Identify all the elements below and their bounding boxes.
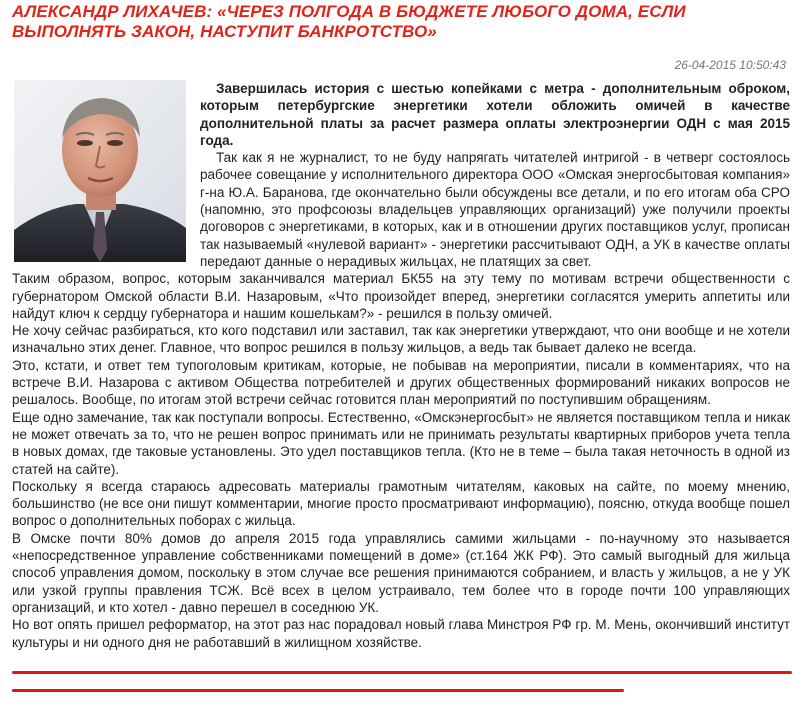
article-body [12, 80, 790, 651]
article-paragraph: Еще одно замечание, так как поступали вопросы. Естественно, «Омскэнергосбыт» не является поставщиком тепла и никак не может отвечать за то, что не решен вопрос принимать или не принимать результаты квартирных приборов учета тепла в новых домах, где таковые установлены. Это удел поставщиков тепла. (Кто не в теме – была такая неточность в одной из статей на сайте). [12, 409, 790, 477]
red-underline-mark [12, 671, 792, 674]
publication-date: 26-04-2015 10:50:43 [674, 58, 786, 72]
article-paragraph: Поскольку я всегда стараюсь адресовать материалы грамотным читателям, каковых на сайте, по моему мнению, большинство (не все они пишут комментарии, многие просто просматривают информацию), поясню, откуда вообще пошел вопрос о дополнительных поборах с жильца. [12, 478, 790, 529]
article-paragraph: Так как я не журналист, то не буду напрягать читателей интригой - в четверг состоялось рабочее совещание у исполнительного директора ООО «Омская энергосбытовая компания» г-на Ю.А. Баранова, где окончательно были обсуждены все детали, и по его итогам оба СРО (напомню, это профсоюзы владельцев управляющих организаций) уже получили проекты договоров с энергетиками, в которых, как и в отношении других поставщиков услуг, прописан так называемый «нулевой вариант» - энергетики рассчитывают ОДН, а УК в качестве оплаты передают данные о нерадивых жильцах, не платящих за свет. [200, 150, 790, 269]
article-paragraph: Не хочу сейчас разбираться, кто кого подставил или заставил, так как энергетики утверждают, что они вообще и не хотели изначально этих денег. Главное, что вопрос решился в пользу жильцов, а ведь так бывает далеко не всегда. [12, 323, 790, 356]
article-paragraph: В Омске почти 80% домов до апреля 2015 года управлялись самими жильцами - по-научному это называется «непосредственное управление собственниками помещений в доме» (ст.164 ЖК РФ). Это самый выгодный для жильца способ управления домом, поскольку в этом случае все решения принимаются собранием, и власть у жильцов, а не у УК или узкой группы правления ТСЖ. Всё всех в целом устраивало, тем более что в городе почти 100 управляющих организаций, и кто хотел - давно перешел в соседнюю УК. [12, 530, 790, 615]
red-underline-mark [12, 689, 624, 692]
article-headline: АЛЕКСАНДР ЛИХАЧЕВ: «ЧЕРЕЗ ПОЛГОДА В БЮДЖЕТЕ ЛЮБОГО ДОМА, ЕСЛИ ВЫПОЛНЯТЬ ЗАКОН, НАСТУПИТ БАНКРОТСТВО» [12, 2, 686, 41]
article-lead: Завершилась история с шестью копейками с метра - дополнительным оброком, которым петербургские энергетики хотели обложить омичей в качестве дополнительной платы за расчет размера оплаты электроэнергии ОДН с мая 2015 года. [200, 81, 790, 148]
article-paragraph-highlighted: Но вот опять пришел реформатор, на этот раз нас порадовал новый глава Минстроя РФ гр. М. Мень, окончивший институт культуры и ни одного дня не работавший в жилищном хозяйстве. [12, 617, 790, 650]
article-paragraph: Таким образом, вопрос, которым заканчивался материал БК55 на эту тему по мотивам встречи общественности с губернатором Омской области В.И. Назаровым, «Что произойдет вперед, энергетики согласятся умерить аппетиты или найдут ключ к сердцу губернатора и нашим кошелькам?» - решился в пользу омичей. [12, 271, 790, 321]
article-paragraph: Это, кстати, и ответ тем тупоголовым критикам, которые, не побывав на мероприятии, писали в комментариях, что на встрече В.И. Назарова с активом Общества потребителей и других общественных формирований никаких вопросов не решалось. Вообще, по итогам этой встречи сейчас готовится план мероприятий по поступившим обращениям. [12, 357, 790, 408]
